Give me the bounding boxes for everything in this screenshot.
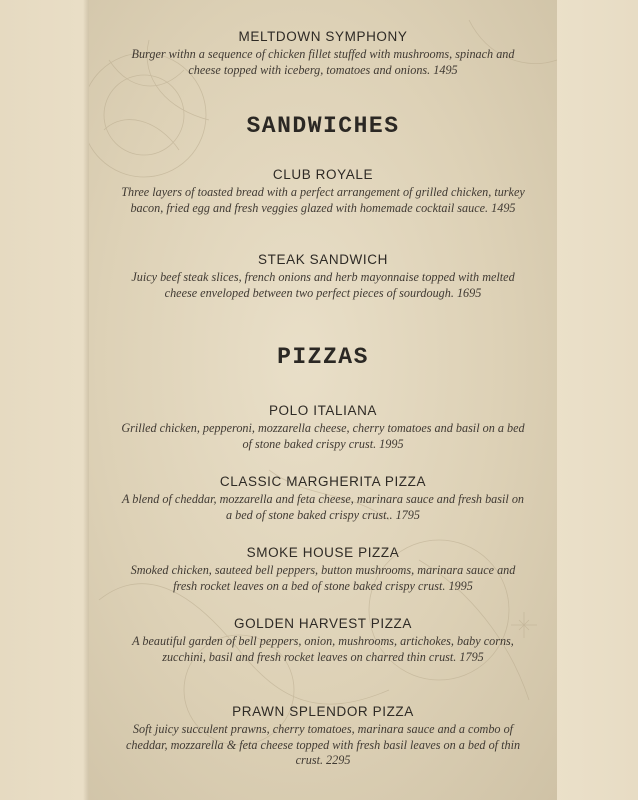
menu-item-name: PRAWN SPLENDOR PIZZA: [232, 704, 414, 719]
section-title-pizzas: PIZZAS: [277, 344, 369, 370]
menu-item-name: STEAK SANDWICH: [258, 252, 388, 267]
menu-item-meltdown-symphony: [119, 29, 527, 78]
section-title-sandwiches: SANDWICHES: [246, 113, 400, 139]
menu-item-name: SMOKE HOUSE PIZZA: [246, 545, 400, 560]
menu-item-description: Three layers of toasted bread with a perfect arrangement of grilled chicken, turkey bacon, fried egg and fresh veggies glazed with homemade cocktail sauce. 1495: [121, 185, 525, 215]
menu-content: [89, 0, 557, 800]
menu-item-prawn-splendor-pizza: [119, 704, 527, 769]
menu-item-club-royale: [119, 167, 527, 216]
menu-item-name: GOLDEN HARVEST PIZZA: [233, 616, 413, 631]
menu-item-smoke-house-pizza: [119, 545, 527, 594]
menu-item-description: Smoked chicken, sauteed bell peppers, button mushrooms, marinara sauce and fresh rocket leaves on a bed of stone baked crispy crust. 1995: [130, 563, 516, 593]
menu-item-name: MELTDOWN SYMPHONY: [238, 29, 408, 44]
menu-item-classic-margherita-pizza: [119, 474, 527, 523]
menu-item-description: Juicy beef steak slices, french onions and herb mayonnaise topped with melted cheese enveloped between two perfect pieces of sourdough. 1695: [131, 270, 515, 300]
menu-item-description: Grilled chicken, pepperoni, mozzarella cheese, cherry tomatoes and basil on a bed of stone baked crispy crust. 1995: [121, 421, 525, 451]
menu-item-name: CLASSIC MARGHERITA PIZZA: [219, 474, 427, 489]
menu-item-description: Soft juicy succulent prawns, cherry tomatoes, marinara sauce and a combo of cheddar, mozzarella & feta cheese topped with fresh basil leaves on a bed of thin crust. 2295: [125, 722, 521, 767]
menu-item-polo-italiana: [119, 403, 527, 452]
menu-item-steak-sandwich: [119, 252, 527, 301]
menu-item-description: Burger withn a sequence of chicken fillet stuffed with mushrooms, spinach and cheese topped with iceberg, tomatoes and onions. 1495: [131, 47, 515, 77]
menu-item-name: CLUB ROYALE: [272, 167, 374, 182]
menu-item-description: A blend of cheddar, mozzarella and feta cheese, marinara sauce and fresh basil on a bed of stone baked crispy crust.. 1795: [121, 492, 525, 522]
menu-item-golden-harvest-pizza: [119, 616, 527, 665]
menu-item-name: POLO ITALIANA: [268, 403, 378, 418]
menu-item-description: A beautiful garden of bell peppers, onion, mushrooms, artichokes, baby corns, zucchini, basil and fresh rocket leaves on charred thin crust. 1795: [132, 634, 514, 664]
